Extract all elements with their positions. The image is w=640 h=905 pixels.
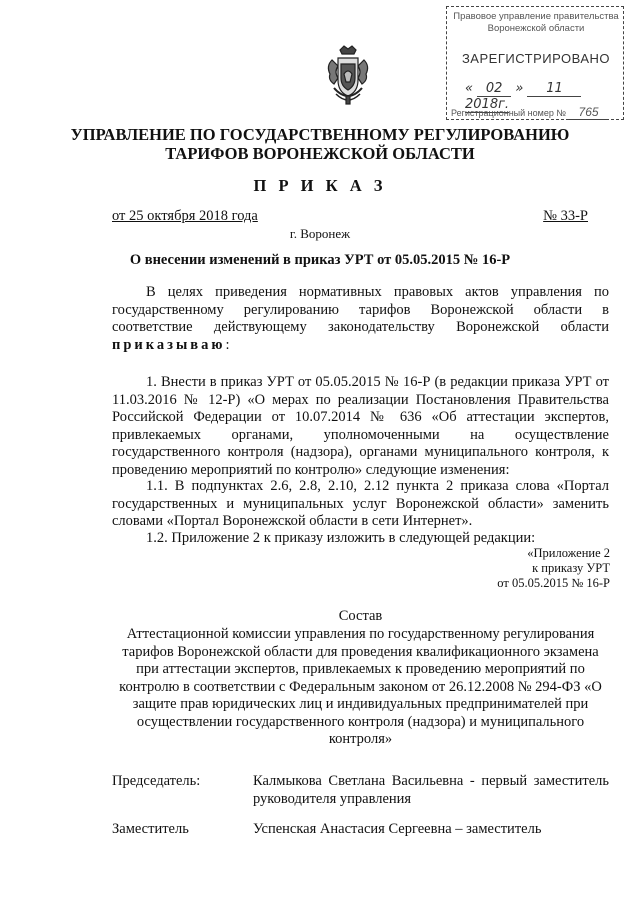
stamp-quote-close: » <box>515 81 524 96</box>
document-title: П Р И К А З <box>253 176 387 195</box>
appendix-line1: «Приложение 2 <box>527 546 610 560</box>
member-person: Успенская Анастасия Сергеевна – заместитель <box>253 821 542 837</box>
city: г. Воронеж <box>289 226 351 241</box>
order-date: от 25 октября 2018 года <box>112 208 258 224</box>
item-1: 1. Внести в приказ УРТ от 05.05.2015 № 16-Р (в редакции приказа УРТ от 11.03.2016 № 12-Р) «О мерах по реализации Постановления Правительства Российской Федерации от 10.07.2014 № 636 «Об аттестации экспертов, привлекаемых органами, уполномоченными на осуществление государственного контроля (надзора), органами муниципального контроля, к проведению мероприятий по контролю» следующие изменения: <box>112 374 609 478</box>
stamp-quote-open: « <box>465 81 474 96</box>
order-word: приказываю <box>112 336 226 353</box>
member-role: Председатель: <box>112 773 201 789</box>
stamp-org-line1: Правовое управление правительства <box>453 11 619 22</box>
preamble-text: В целях приведения нормативных правовых актов управления по государственному регулированию тарифов Воронежской области в соответствие действующему законодательству Воронежской области <box>112 284 609 335</box>
appendix-reference <box>497 546 610 591</box>
appendix-line3: от 05.05.2015 № 16-Р <box>497 576 610 590</box>
stamp-date-year: 2018г. <box>465 97 510 112</box>
order-subject: О внесении изменений в приказ УРТ от 05.05.2015 № 16-Р <box>129 252 511 268</box>
item-1-1: 1.1. В подпунктах 2.6, 2.8, 2.10, 2.12 пункта 2 приказа слова «Портал государственных и муниципальных услуг Воронежской области» заменить словами «Портал Воронежской области в сети Интернет». <box>112 478 609 529</box>
coat-of-arms-icon <box>324 44 372 108</box>
stamp-status: ЗАРЕГИСТРИРОВАНО <box>461 51 611 66</box>
appendix-line2: к приказу УРТ <box>532 561 610 575</box>
stamp-date-month: 11 <box>527 81 581 97</box>
registration-stamp <box>446 6 624 120</box>
stamp-organization <box>453 11 619 35</box>
stamp-reg-label: Регистрационный номер № <box>451 108 567 118</box>
member-person: Калмыкова Светлана Васильевна - первый заместитель руководителя управления <box>253 773 609 807</box>
order-colon: : <box>225 336 230 353</box>
order-number: № 33-Р <box>543 208 588 224</box>
composition-heading: Состав <box>338 608 383 624</box>
member-role: Заместитель <box>112 821 189 837</box>
agency-line1: УПРАВЛЕНИЕ ПО ГОСУДАРСТВЕННОМУ РЕГУЛИРОВАНИЮ <box>70 125 570 144</box>
agency-name <box>0 125 640 163</box>
composition-text: Аттестационной комиссии управления по государственному регулирования тарифов Воронежской области для проведения квалификационного экзамена при аттестации экспертов, привлекаемых к проведению мероприятий по контролю в соответствии с Федеральным законом от 26.12.2008 № 294-ФЗ «О защите прав юридических лиц и индивидуальных предпринимателей при осуществлении государственного контроля (надзора) и муниципального контроля» <box>119 626 602 747</box>
stamp-date-day: 02 <box>477 81 511 97</box>
stamp-registration <box>451 105 609 120</box>
item-1-2: 1.2. Приложение 2 к приказу изложить в следующей редакции: <box>146 530 536 546</box>
stamp-org-line2: Воронежской области <box>487 23 585 34</box>
preamble-paragraph <box>112 284 609 354</box>
stamp-reg-number: 765 <box>569 105 609 120</box>
agency-line2: ТАРИФОВ ВОРОНЕЖСКОЙ ОБЛАСТИ <box>165 144 475 163</box>
